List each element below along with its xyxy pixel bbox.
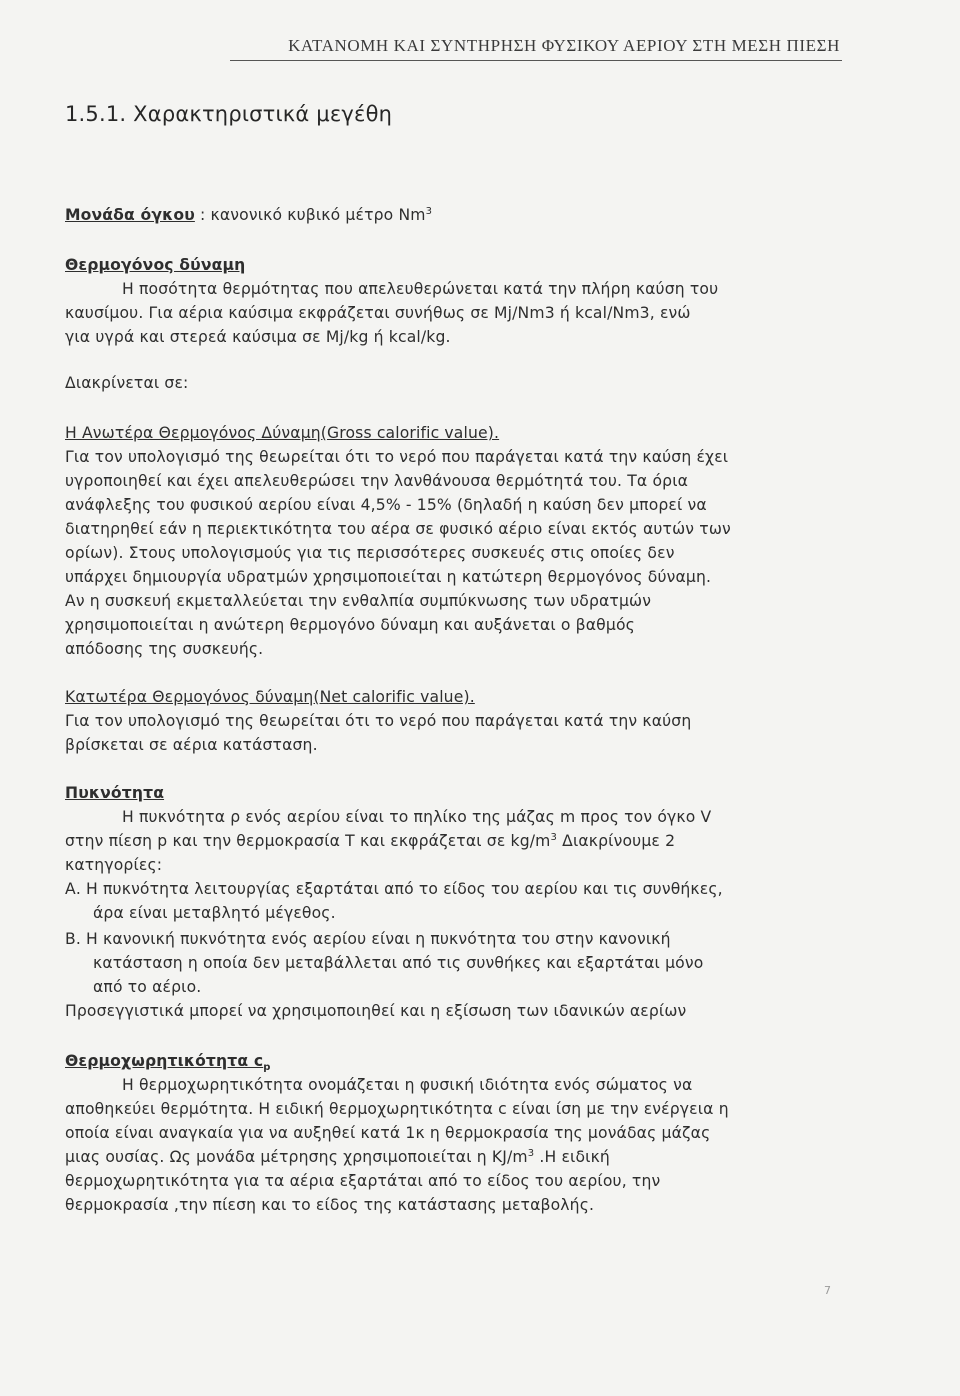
density-line2-sup: 3 [550, 831, 558, 843]
heating-value-term: Θερμογόνος δύναμη [65, 256, 246, 274]
heat-capacity-term-text: Θερμοχωρητικότητα c [65, 1052, 264, 1070]
density-line: κατηγορίες: [65, 856, 163, 874]
heat-capacity-term [65, 1052, 271, 1074]
gross-line: χρησιμοποιείται η ανώτερη θερμογόνο δύναμη και αυξάνεται ο βαθμός [65, 616, 635, 634]
section-title: 1.5.1. Χαρακτηριστικά μεγέθη [65, 102, 393, 126]
heat-capacity-line: θερμοχωρητικότητα για τα αέρια εξαρτάται από το είδος του αερίου, την [65, 1172, 661, 1190]
density-item-a: άρα είναι μεταβλητό μέγεθος. [93, 904, 336, 922]
header-rule [230, 60, 842, 61]
gross-line: υπάρχει δημιουργία υδρατμών χρησιμοποιείται η κατώτερη θερμογόνος δύναμη. [65, 568, 712, 586]
heat-capacity-term-sub: p [263, 1062, 271, 1074]
gross-line: ανάφλεξης του φυσικού αερίου είναι 4,5% - 15% (δηλαδή η καύση δεν μπορεί να [65, 496, 707, 514]
page-number: 7 [824, 1284, 831, 1297]
volume-unit-term: Μονάδα όγκου [65, 206, 195, 224]
gross-line: απόδοσης της συσκευής. [65, 640, 264, 658]
heat-capacity-line: αποθηκεύει θερμότητα. Η ειδική θερμοχωρητικότητα c είναι ίση με την ενέργεια η [65, 1100, 729, 1118]
heating-value-line: Η ποσότητα θερμότητας που απελευθερώνεται κατά την πλήρη καύση του [122, 280, 719, 298]
volume-unit-sup: 3 [425, 205, 433, 217]
density-line2-text: στην πίεση p και την θερμοκρασία T και εκφράζεται σε kg/m [65, 832, 551, 850]
heat-capacity-line: Η θερμοχωρητικότητα ονομάζεται η φυσική ιδιότητα ενός σώματος να [122, 1076, 693, 1094]
gross-line: Για τον υπολογισμό της θεωρείται ότι το νερό που παράγεται κατά την καύση έχει [65, 448, 729, 466]
volume-unit-text: : κανονικό κυβικό μέτρο Nm [194, 206, 426, 224]
heat-capacity-line [65, 1148, 610, 1166]
heating-value-line: καυσίμου. Για αέρια καύσιμα εκφράζεται συνήθως σε Mj/Nm3 ή kcal/Nm3, ενώ [65, 304, 691, 322]
density-item-b: κατάσταση η οποία δεν μεταβάλλεται από τις συνθήκες και εξαρτάται μόνο [93, 954, 704, 972]
density-item-b: Β. Η κανονική πυκνότητα ενός αερίου είναι η πυκνότητα του στην κανονική [65, 930, 671, 948]
heat-capacity-line: οποία είναι αναγκαία για να αυξηθεί κατά 1κ η θερμοκρασία της μονάδας μάζας [65, 1124, 711, 1142]
gross-line: υγροποιηθεί και έχει απελευθερώσει την λανθάνουσα θερμότητά του. Τα όρια [65, 472, 689, 490]
distinguished-label: Διακρίνεται σε: [65, 374, 189, 392]
gross-line: Αν η συσκευή εκμεταλλεύεται την ενθαλπία συμπύκνωσης των υδρατμών [65, 592, 652, 610]
density-item-b: από το αέριο. [93, 978, 202, 996]
heating-value-line: για υγρά και στερεά καύσιμα σε Mj/kg ή kcal/kg. [65, 328, 451, 346]
density-item-a: Α. Η πυκνότητα λειτουργίας εξαρτάται από το είδος του αερίου και τις συνθήκες, [65, 880, 723, 898]
gross-heating-title: Η Ανωτέρα Θερμογόνος Δύναμη(Gross calorific value). [65, 424, 500, 442]
gross-line: διατηρηθεί εάν η περιεκτικότητα του αέρα σε φυσικό αέριο είναι εκτός αυτών των [65, 520, 731, 538]
density-line: Η πυκνότητα ρ ενός αερίου είναι το πηλίκο της μάζας m προς τον όγκο V [122, 808, 712, 826]
net-heating-title: Κατωτέρα Θερμογόνος δύναμη(Net calorific value). [65, 688, 475, 706]
density-term: Πυκνότητα [65, 784, 165, 802]
gross-line: ορίων). Στους υπολογισμούς για τις περισσότερες συσκευές στις οποίες δεν [65, 544, 675, 562]
density-line2-post: Διακρίνουμε 2 [557, 832, 676, 850]
heat-capacity-line: θερμοκρασία ,την πίεση και το είδος της κατάστασης μεταβολής. [65, 1196, 595, 1214]
volume-unit-line [65, 206, 432, 224]
heat-capacity-line4-text: μιας ουσίας. Ως μονάδα μέτρησης χρησιμοποιείται η KJ/m [65, 1148, 528, 1166]
heat-capacity-line4-sup: 3 [527, 1147, 535, 1159]
net-line: βρίσκεται σε αέρια κατάσταση. [65, 736, 318, 754]
density-line [65, 832, 675, 850]
heat-capacity-line4-post: .Η ειδική [534, 1148, 610, 1166]
running-header: ΚΑΤΑΝΟΜΗ ΚΑΙ ΣΥΝΤΗΡΗΣΗ ΦΥΣΙΚΟΥ ΑΕΡΙΟΥ ΣΤΗ ΜΕΣΗ ΠΙΕΣΗ [288, 36, 840, 55]
density-approx: Προσεγγιστικά μπορεί να χρησιμοποιηθεί και η εξίσωση των ιδανικών αερίων [65, 1002, 687, 1020]
net-line: Για τον υπολογισμό της θεωρείται ότι το νερό που παράγεται κατά την καύση [65, 712, 692, 730]
